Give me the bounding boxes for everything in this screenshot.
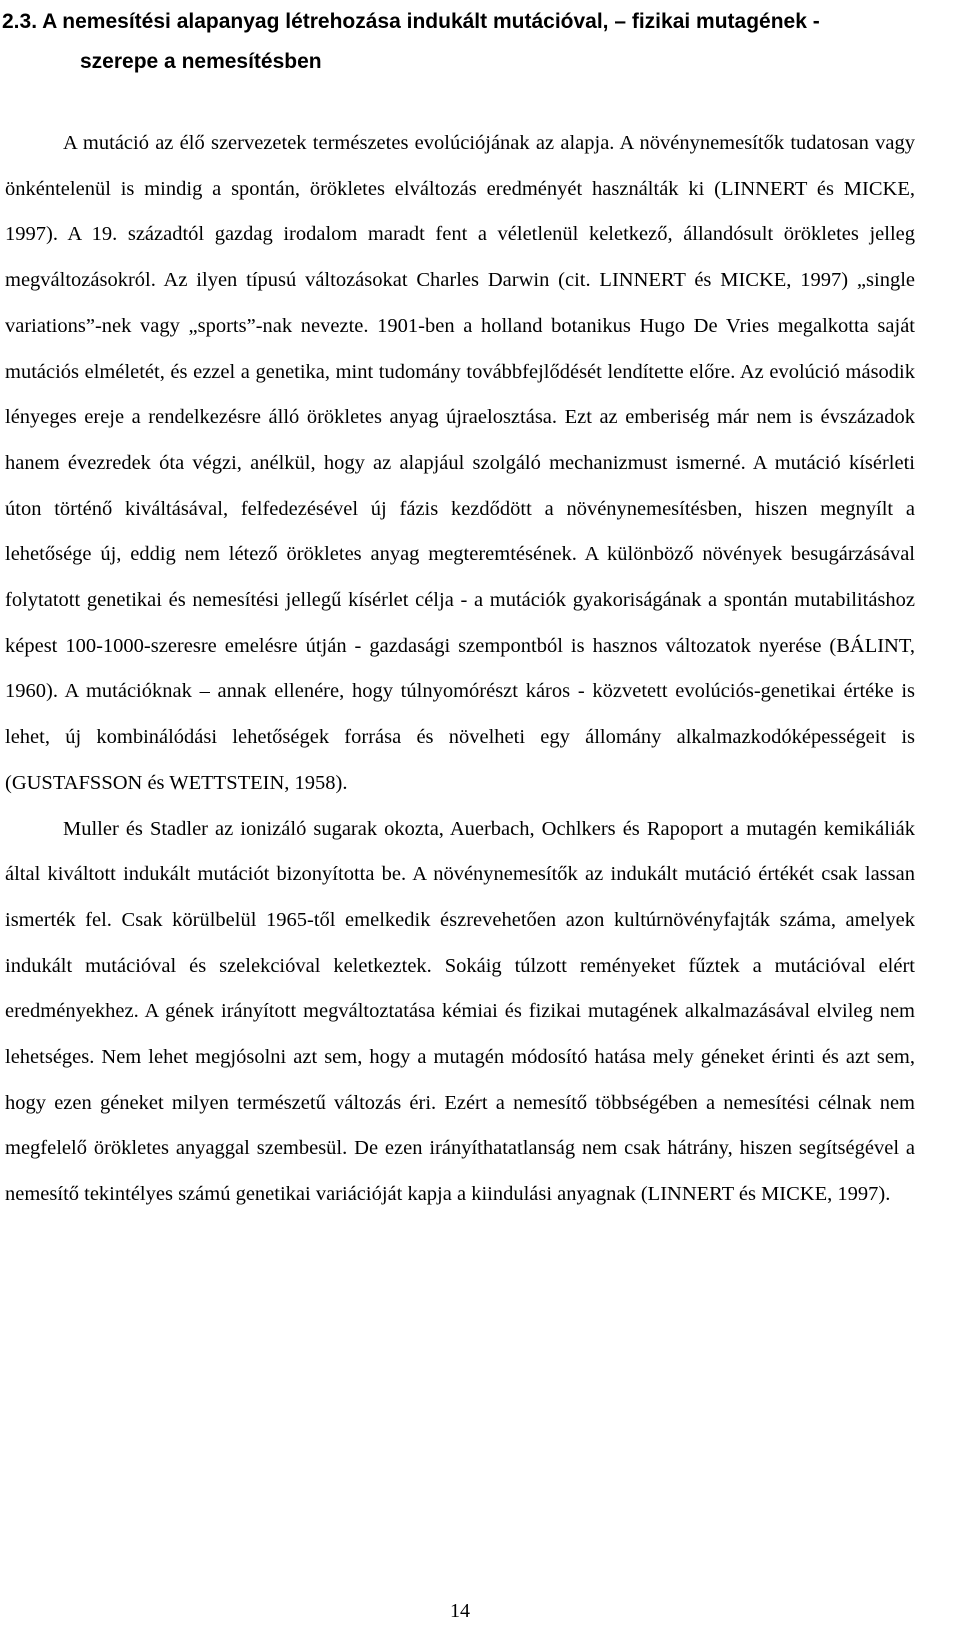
section-heading: [2, 2, 952, 82]
paragraph-2: Muller és Stadler az ionizáló sugarak okozta, Auerbach, Ochlkers és Rapoport a mutagén kemikáliák által kiváltott indukált mutációt bizonyította be. A növénynemesítők az indukált mutáció értékét csak lassan ismerték fel. Csak körülbelül 1965-től emelkedik észrevehetően azon kultúrnövényfajták száma, amelyek indukált mutációval és szelekcióval keletkeztek. Sokáig túlzott reményeket fűztek a mutációval elért eredményekhez. A gének irányított megváltoztatása kémiai és fizikai mutagének alkalmazásával elvileg nem lehetséges. Nem lehet megjósolni azt sem, hogy a mutagén módosító hatása mely géneket érinti és azt sem, hogy ezen géneket milyen természetű változás éri. Ezért a nemesítő többségében a nemesítési célnak nem megfelelő örökletes anyaggal szembesül. De ezen irányíthatatlanság nem csak hátrány, hiszen segítségével a nemesítő tekintélyes számú genetikai variációját kapja a kiindulási anyagnak (LINNERT és MICKE, 1997).: [5, 817, 915, 1206]
section-heading-line-2: szerepe a nemesítésben: [80, 50, 322, 73]
body-text: [5, 121, 915, 1218]
section-heading-line-1: 2.3. A nemesítési alapanyag létrehozása indukált mutációval, – fizikai mutagének -: [2, 10, 820, 33]
paragraph-1: A mutáció az élő szervezetek természetes evolúciójának az alapja. A növénynemesítők tudatosan vagy önkéntelenül is mindig a spontán, örökletes elváltozás eredményét használták ki (LINNERT és MICKE, 1997). A 19. századtól gazdag irodalom maradt fent a véletlenül keletkező, állandósult örökletes jelleg megváltozásokról. Az ilyen típusú változásokat Charles Darwin (cit. LINNERT és MICKE, 1997) „single variations”-nek vagy „sports”-nak nevezte. 1901-ben a holland botanikus Hugo De Vries megalkotta saját mutációs elméletét, és ezzel a genetika, mint tudomány továbbfejlődését lendítette előre. Az evolúció második lényeges ereje a rendelkezésre álló örökletes anyag újraelosztása. Ezt az emberiség már nem is évszázadok hanem évezredek óta végzi, anélkül, hogy az alapjául szolgáló mechanizmust ismerné. A mutáció kísérleti úton történő kiváltásával, felfedezésével új fázis kezdődött a növénynemesítésben, hiszen megnyílt a lehetősége új, eddig nem létező örökletes anyag megteremtésének. A különböző növények besugárzásával folytatott genetikai és nemesítési jellegű kísérlet célja - a mutációk gyakoriságának a spontán mutabilitáshoz képest 100-1000-szeresre emelésre útján - gazdasági szempontból is hasznos változatok nyerése (BÁLINT, 1960). A mutációknak – annak ellenére, hogy túlnyomórészt káros - közvetett evolúciós-genetikai értéke is lehet, új kombinálódási lehetőségek forrása és növelheti egy állomány alkalmazkodóképességeit is (GUSTAFSSON és WETTSTEIN, 1958).: [5, 132, 915, 794]
page-number: 14: [450, 1600, 470, 1622]
